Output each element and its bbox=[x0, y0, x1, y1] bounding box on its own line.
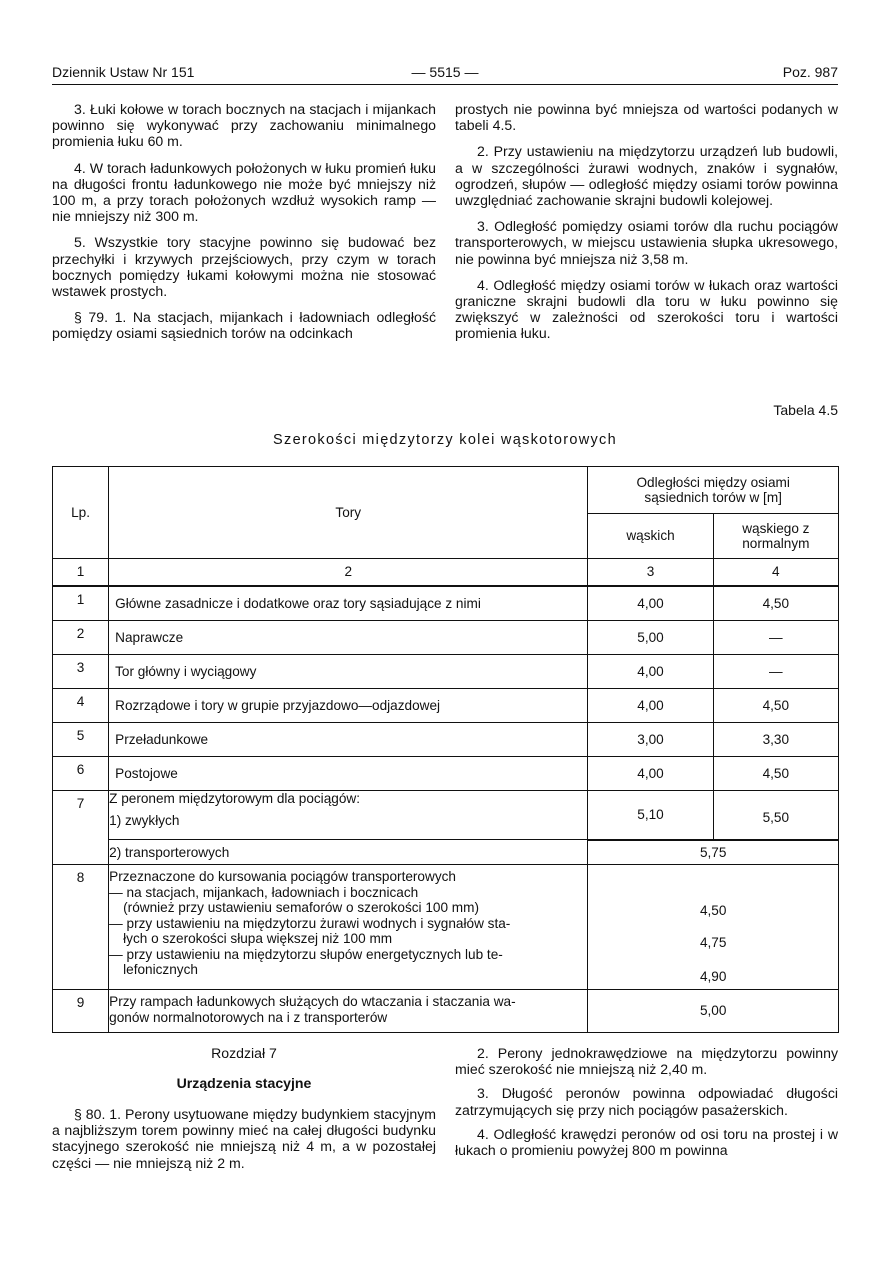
row-tory: Naprawcze bbox=[109, 621, 588, 655]
row-narrow: 5,00 bbox=[588, 621, 713, 655]
row-tory: Tor główny i wyciągowy bbox=[109, 655, 588, 689]
paragraph: 3. Długość peronów powinna odpowiadać długości zatrzymujących się przy nich pociągów pasażerskich. bbox=[455, 1085, 838, 1118]
table-row bbox=[53, 621, 839, 655]
row8-item-cont: (również przy ustawieniu semaforów o szerokości 100 mm) bbox=[123, 900, 479, 915]
paragraph: 3. Łuki kołowe w torach bocznych na stacjach i mijankach powinno się wykonywać przy zachowaniu minimalnego promienia łuku 60 m. bbox=[52, 101, 436, 150]
right-column-top bbox=[455, 101, 838, 352]
row-narrow-normal: — bbox=[713, 655, 838, 689]
header-distance-text: Odległości między osiami sąsiednich torów w [m] bbox=[636, 474, 790, 505]
chapter-title: Urządzenia stacyjne bbox=[176, 1075, 312, 1091]
running-header bbox=[52, 64, 838, 85]
row-lp: 7 bbox=[53, 791, 109, 865]
column-number: 4 bbox=[713, 559, 838, 587]
header-narrow-normal-text: wąskiego z normalnym bbox=[742, 520, 810, 551]
header-lp: Lp. bbox=[53, 467, 109, 559]
table-row bbox=[53, 689, 839, 723]
spacing-table bbox=[52, 466, 839, 1033]
chapter-number: Rozdział 7 bbox=[211, 1045, 277, 1061]
journal-title: Dziennik Ustaw Nr 151 bbox=[52, 64, 195, 80]
table-row-7a bbox=[53, 791, 839, 840]
row-lp: 5 bbox=[53, 723, 109, 757]
paragraph: 5. Wszystkie tory stacyjne powinno się budować bez przechyłki i krzywych przejściowych, przy czym w torach bocznych pomiędzy łukami kołowymi można nie stosować wstawek prostych. bbox=[52, 234, 436, 300]
row-narrow-normal: — bbox=[713, 621, 838, 655]
header-tory: Tory bbox=[109, 467, 588, 559]
row8-item: — na stacjach, mijankach, ładowniach i bocznicach bbox=[109, 884, 419, 900]
right-column-bottom bbox=[455, 1045, 838, 1166]
column-number: 2 bbox=[109, 559, 588, 587]
row-tory bbox=[109, 791, 588, 840]
row-lp: 3 bbox=[53, 655, 109, 689]
row7-intro: Z peronem międzytorowym dla pociągów: bbox=[109, 791, 360, 806]
paragraph: 4. Odległość między osiami torów w łukach oraz wartości graniczne skrajni budowli dla toru w łuku powinno się zwiększyć w zależności od szerokości toru i wartości promienia łuku. bbox=[455, 276, 838, 342]
row-tory bbox=[109, 990, 588, 1033]
row9-line: Przy rampach ładunkowych służących do wtaczania i staczania wa- bbox=[109, 994, 516, 1009]
row-tory: Postojowe bbox=[109, 757, 588, 791]
row8-item-cont: łych o szerokości słupa większej niż 100 mm bbox=[123, 931, 393, 946]
row8-value: 4,50 bbox=[699, 903, 727, 918]
row7-sub2: 2) transporterowych bbox=[109, 840, 588, 865]
row8-item: — przy ustawieniu na międzytorzu słupów energetycznych lub te- bbox=[109, 946, 503, 962]
row-lp: 6 bbox=[53, 757, 109, 791]
table-header-row bbox=[53, 467, 839, 514]
row-narrow-normal: 4,50 bbox=[713, 586, 838, 621]
row8-value: 4,75 bbox=[699, 935, 727, 950]
row8-item-cont: lefonicznych bbox=[123, 962, 198, 977]
table-label: Tabela 4.5 bbox=[773, 402, 838, 418]
row-narrow: 4,00 bbox=[588, 655, 713, 689]
table-row bbox=[53, 655, 839, 689]
row9-line: gonów normalnotorowych na i z transporterów bbox=[109, 1009, 388, 1025]
column-number-row bbox=[53, 559, 839, 587]
row8-value: 4,90 bbox=[699, 969, 727, 984]
row-tory: Rozrządowe i tory w grupie przyjazdowo—odjazdowej bbox=[109, 689, 588, 723]
paragraph-section-79: § 79. 1. Na stacjach, mijankach i ładowniach odległość pomiędzy osiami sąsiednich torów na odcinkach bbox=[52, 309, 436, 342]
page-number: — 5515 — bbox=[411, 64, 479, 80]
header-distance-group bbox=[588, 467, 839, 514]
position-number: Poz. 987 bbox=[782, 64, 838, 80]
row-tory bbox=[109, 865, 588, 990]
row-narrow: 4,00 bbox=[588, 586, 713, 621]
column-number: 3 bbox=[588, 559, 713, 587]
table-row-7b bbox=[53, 840, 839, 865]
row-narrow-normal: 3,30 bbox=[713, 723, 838, 757]
table-row-8 bbox=[53, 865, 839, 990]
row9-value: 5,00 bbox=[588, 990, 839, 1033]
row-narrow-normal: 4,50 bbox=[713, 689, 838, 723]
row-tory: Główne zasadnicze i dodatkowe oraz tory sąsiadujące z nimi bbox=[109, 586, 588, 621]
left-column-top bbox=[52, 101, 436, 352]
row-tory: Przeładunkowe bbox=[109, 723, 588, 757]
table-title: Szerokości międzytorzy kolei wąskotorowych bbox=[273, 432, 617, 448]
paragraph-section-80: § 80. 1. Perony usytuowane między budynkiem stacyjnym a najbliższym torem powinny mieć na całej długości budynku stacyjnego szerokość nie mniejszą niż 4 m, a w pozostałej części — nie mniejszą niż 2 m. bbox=[52, 1106, 436, 1171]
row-narrow-normal: 5,50 bbox=[713, 791, 838, 840]
paragraph: 3. Odległość pomiędzy osiami torów dla ruchu pociągów transporterowych, w miejscu ustawienia słupka ukresowego, nie powinna być mniejsza niż 3,58 m. bbox=[455, 218, 838, 267]
paragraph: 2. Przy ustawieniu na międzytorzu urządzeń lub budowli, a w szczególności żurawi wodnych, znaków i sygnałów, ogrodzeń, słupów — odległość między osiami torów powinna uwzględniać zachowanie skrajni budowli kolejowej. bbox=[455, 143, 838, 209]
table-row-9 bbox=[53, 990, 839, 1033]
row7-sub1: 1) zwykłych bbox=[109, 812, 180, 828]
paragraph: 4. W torach ładunkowych położonych w łuku promień łuku na długości frontu ładunkowego nie może być mniejszy niż 100 m, a przy torach położonych wzdłuż wysokich ramp — nie mniejszy niż 300 m. bbox=[52, 159, 436, 225]
row-narrow: 4,00 bbox=[588, 757, 713, 791]
column-number: 1 bbox=[53, 559, 109, 587]
row-narrow: 3,00 bbox=[588, 723, 713, 757]
left-column-bottom bbox=[52, 1106, 436, 1181]
row8-intro: Przeznaczone do kursowania pociągów transporterowych bbox=[109, 869, 456, 884]
table-row bbox=[53, 757, 839, 791]
paragraph: 2. Perony jednokrawędziowe na międzytorzu powinny mieć szerokość nie mniejszą niż 2,40 m. bbox=[455, 1045, 838, 1078]
row8-item: — przy ustawieniu na międzytorzu żurawi wodnych i sygnałów sta- bbox=[109, 915, 511, 931]
paragraph-continuation: prostych nie powinna być mniejsza od wartości podanych w tabeli 4.5. bbox=[455, 101, 838, 134]
row7-sub2-value: 5,75 bbox=[588, 840, 839, 865]
row-lp: 8 bbox=[53, 865, 109, 990]
row-narrow: 4,00 bbox=[588, 689, 713, 723]
row-lp: 1 bbox=[53, 586, 109, 621]
header-narrow: wąskich bbox=[588, 514, 713, 559]
table-row bbox=[53, 723, 839, 757]
table-row bbox=[53, 586, 839, 621]
row-narrow: 5,10 bbox=[588, 791, 713, 840]
header-narrow-normal bbox=[713, 514, 838, 559]
row-lp: 4 bbox=[53, 689, 109, 723]
row-narrow-normal: 4,50 bbox=[713, 757, 838, 791]
row-lp: 2 bbox=[53, 621, 109, 655]
row-lp: 9 bbox=[53, 990, 109, 1033]
paragraph: 4. Odległość krawędzi peronów od osi toru na prostej i w łukach o promieniu powyżej 800 m powinna bbox=[455, 1125, 838, 1159]
row8-values bbox=[588, 865, 839, 990]
